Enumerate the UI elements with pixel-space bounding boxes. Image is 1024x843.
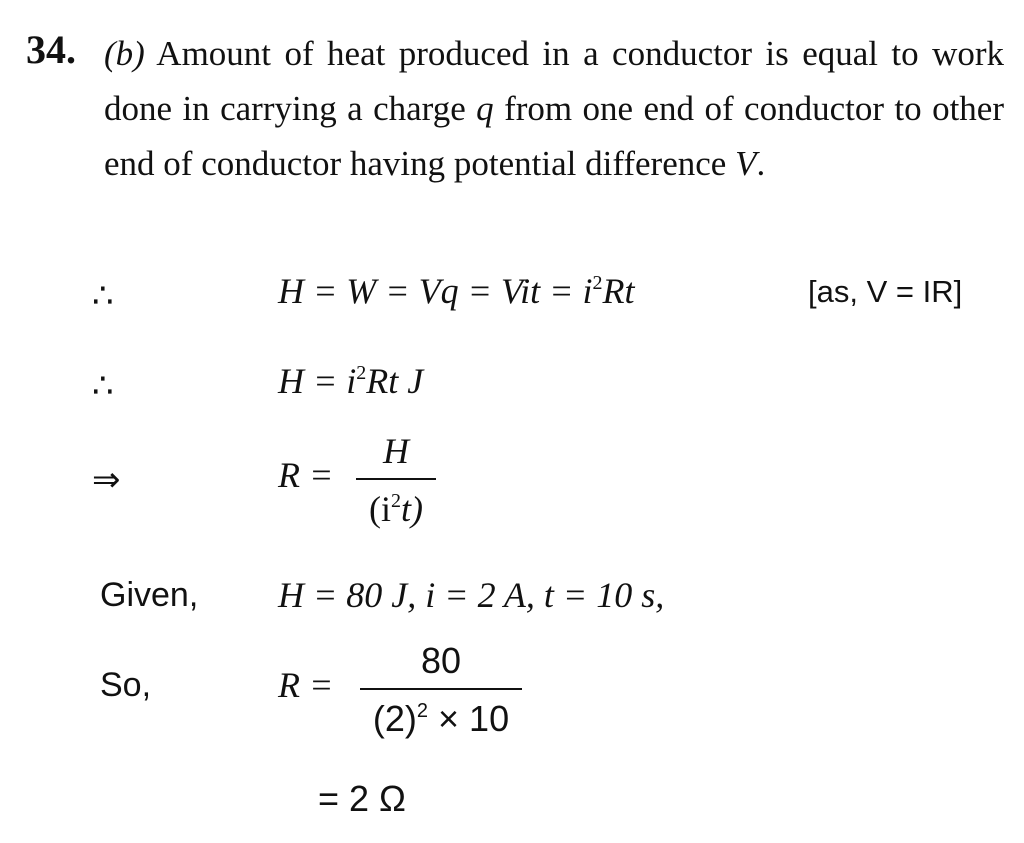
answer-option: (b) xyxy=(104,34,145,73)
therefore-symbol: ∴ xyxy=(92,366,114,406)
equation-row-1 xyxy=(0,268,1024,328)
resistance-lhs-2: R = xyxy=(278,665,334,705)
so-label: So, xyxy=(100,666,152,704)
given-values: H = 80 J, i = 2 A, t = 10 s, xyxy=(278,575,665,615)
final-result: = 2 Ω xyxy=(318,778,406,819)
fraction-bar xyxy=(360,688,522,690)
fraction-denominator: $(2)^2 \times 10$ xyxy=(372,698,510,739)
charge-variable: q xyxy=(476,89,494,128)
heat-work-equation: H = W = Vq = Vit = $i^2Rt$ xyxy=(278,271,635,311)
fraction-bar xyxy=(356,478,436,480)
substitution-fraction xyxy=(360,640,522,740)
implies-symbol: ⇒ xyxy=(92,460,121,500)
voltage-variable: V xyxy=(735,144,757,183)
resistance-fraction xyxy=(356,430,436,530)
therefore-symbol: ∴ xyxy=(92,276,114,316)
explanation-text-1: Amount of heat produced in a conductor is equal to work done in carrying a charge xyxy=(104,34,1004,128)
fraction-numerator: H xyxy=(383,431,409,471)
given-label: Given, xyxy=(100,576,199,614)
equation-row-3 xyxy=(0,430,1024,540)
given-row xyxy=(0,572,1024,632)
result-row xyxy=(0,776,1024,836)
fraction-denominator: $(i^2t)$ xyxy=(369,489,423,529)
resistance-lhs: R = xyxy=(278,455,334,495)
equation-row-5 xyxy=(0,640,1024,760)
ohms-law-note: [as, V = IR] xyxy=(808,274,963,309)
explanation-paragraph xyxy=(104,26,1004,191)
heat-equation: $H = i^2Rt$ J xyxy=(278,361,424,401)
equation-row-2 xyxy=(0,358,1024,418)
explanation-text-3: . xyxy=(756,144,766,183)
explanation-text-2: from one end of conductor to other end of conductor having potential difference xyxy=(104,89,1004,183)
fraction-numerator: 80 xyxy=(420,640,462,681)
question-number: 34. xyxy=(26,27,76,72)
